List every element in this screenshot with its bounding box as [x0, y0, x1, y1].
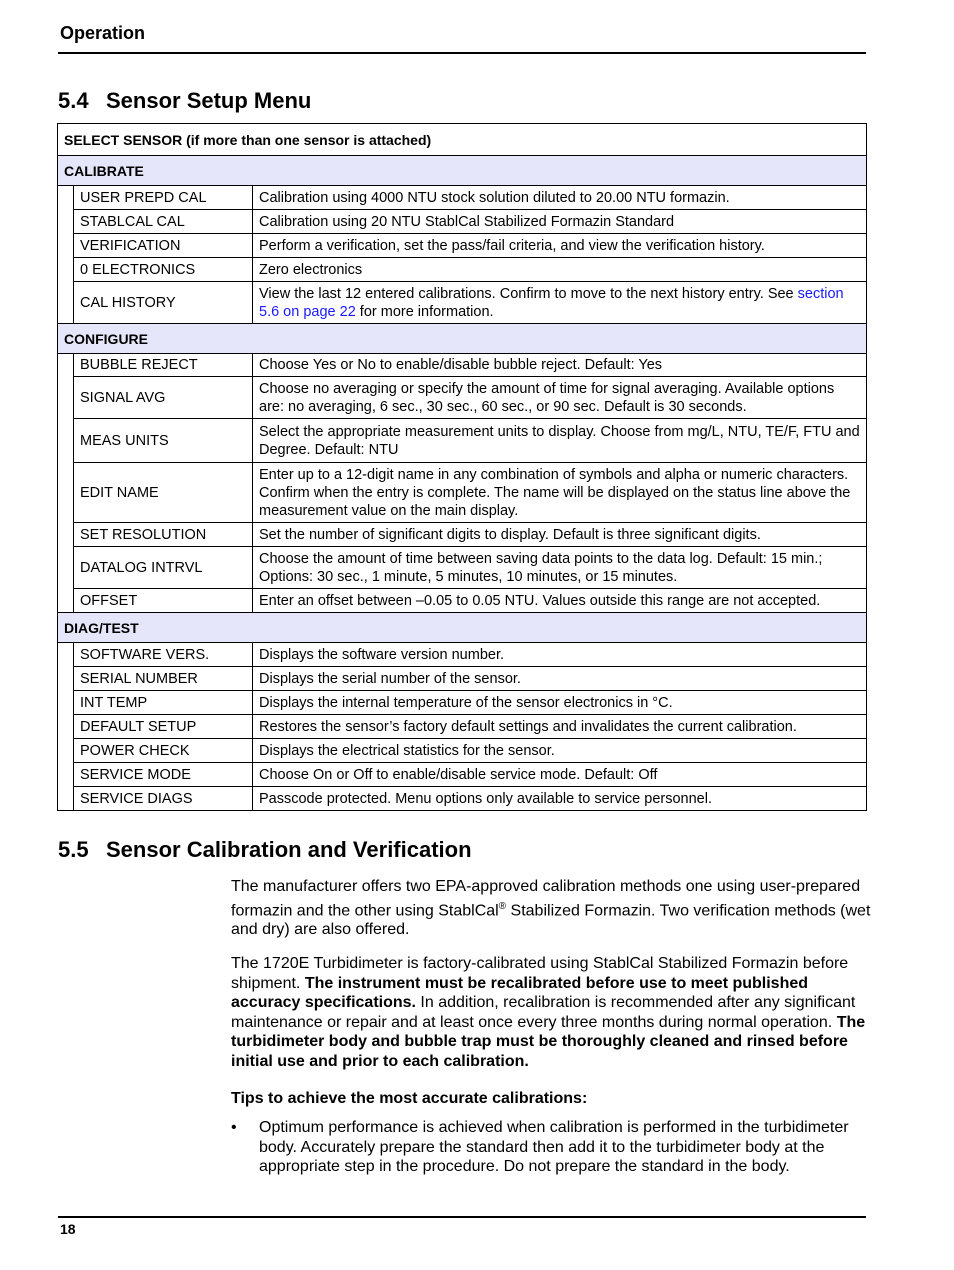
- indent-cell: [58, 419, 74, 463]
- header-rule: [58, 52, 866, 54]
- menu-item-description: Calibration using 4000 NTU stock solution diluted to 20.00 NTU formazin.: [253, 186, 867, 210]
- menu-item-description: Zero electronics: [253, 258, 867, 282]
- menu-item-description: Displays the software version number.: [253, 643, 867, 667]
- section-title: Sensor Calibration and Verification: [106, 837, 472, 862]
- intro-text: The manufacturer offers two EPA-approved calibration methods one using user-prepared formazin and the other using StablCal: [231, 878, 861, 919]
- section-heading-5-4: [58, 88, 311, 114]
- menu-item-description: Choose Yes or No to enable/disable bubble reject. Default: Yes: [253, 354, 867, 377]
- menu-item-name: SET RESOLUTION: [74, 523, 253, 547]
- intro-paragraph: [231, 877, 871, 940]
- indent-cell: [58, 354, 74, 377]
- indent-cell: [58, 258, 74, 282]
- select-sensor-cell: SELECT SENSOR (if more than one sensor is attached): [58, 124, 867, 156]
- tips-heading: Tips to achieve the most accurate calibrations:: [231, 1090, 588, 1107]
- section-number: 5.4: [58, 88, 89, 113]
- menu-row: [58, 691, 867, 715]
- group-label: CALIBRATE: [58, 156, 867, 186]
- indent-cell: [58, 643, 74, 667]
- menu-item-name: SERIAL NUMBER: [74, 667, 253, 691]
- menu-item-name: CAL HISTORY: [74, 282, 253, 324]
- menu-item-name: SOFTWARE VERS.: [74, 643, 253, 667]
- menu-row: [58, 589, 867, 613]
- factory-text: The 1720E Turbidimeter is factory-calibrated using StablCal Stabilized Formazin before shipment.: [231, 955, 849, 992]
- menu-item-description: Choose On or Off to enable/disable service mode. Default: Off: [253, 763, 867, 787]
- menu-item-name: EDIT NAME: [74, 463, 253, 523]
- group-row: [58, 613, 867, 643]
- menu-row: [58, 377, 867, 419]
- menu-row: [58, 739, 867, 763]
- description-text: View the last 12 entered calibrations. Confirm to move to the next history entry. See: [259, 285, 798, 302]
- menu-item-name: SERVICE DIAGS: [74, 787, 253, 811]
- menu-item-description: Displays the internal temperature of the sensor electronics in °C.: [253, 691, 867, 715]
- menu-item-description: Calibration using 20 NTU StablCal Stabilized Formazin Standard: [253, 210, 867, 234]
- indent-cell: [58, 547, 74, 589]
- menu-item-description: Enter an offset between –0.05 to 0.05 NTU. Values outside this range are not accepted.: [253, 589, 867, 613]
- section-title: Sensor Setup Menu: [106, 88, 312, 113]
- menu-item-name: VERIFICATION: [74, 234, 253, 258]
- menu-item-name: MEAS UNITS: [74, 419, 253, 463]
- menu-row: [58, 234, 867, 258]
- menu-item-description: Select the appropriate measurement units to display. Choose from mg/L, NTU, TE/F, FTU and Degree. Default: NTU: [253, 419, 867, 463]
- menu-item-name: DEFAULT SETUP: [74, 715, 253, 739]
- menu-row: [58, 715, 867, 739]
- indent-cell: [58, 463, 74, 523]
- indent-cell: [58, 210, 74, 234]
- group-label: DIAG/TEST: [58, 613, 867, 643]
- menu-row: [58, 667, 867, 691]
- indent-cell: [58, 234, 74, 258]
- menu-item-name: DATALOG INTRVL: [74, 547, 253, 589]
- registered-mark: ®: [498, 900, 507, 912]
- indent-cell: [58, 763, 74, 787]
- menu-row: [58, 354, 867, 377]
- indent-cell: [58, 186, 74, 210]
- section-number: 5.5: [58, 837, 89, 862]
- indent-cell: [58, 523, 74, 547]
- menu-row: [58, 763, 867, 787]
- indent-cell: [58, 787, 74, 811]
- menu-row: [58, 523, 867, 547]
- menu-row: [58, 787, 867, 811]
- menu-item-description: Enter up to a 12-digit name in any combination of symbols and alpha or numeric characters. Confirm when the entry is complete. The name will be displayed on the status line above the measurement value on the main display.: [253, 463, 867, 523]
- menu-row: [58, 547, 867, 589]
- menu-item-description: Passcode protected. Menu options only available to service personnel.: [253, 787, 867, 811]
- bullet-symbol: •: [231, 1119, 237, 1136]
- indent-cell: [58, 667, 74, 691]
- menu-item-description: [253, 282, 867, 324]
- section-heading-5-5: [58, 837, 472, 863]
- recalibration-warning: The instrument must be recalibrated before use to meet published accuracy specifications.: [231, 974, 809, 1011]
- menu-item-name: INT TEMP: [74, 691, 253, 715]
- menu-row: [58, 210, 867, 234]
- indent-cell: [58, 377, 74, 419]
- menu-item-name: POWER CHECK: [74, 739, 253, 763]
- menu-item-description: Displays the serial number of the sensor.: [253, 667, 867, 691]
- bullet-item: [231, 1118, 871, 1177]
- select-sensor-row: [58, 124, 867, 156]
- menu-item-name: USER PREPD CAL: [74, 186, 253, 210]
- menu-row: [58, 643, 867, 667]
- menu-item-name: SIGNAL AVG: [74, 377, 253, 419]
- menu-item-description: Restores the sensor’s factory default settings and invalidates the current calibration.: [253, 715, 867, 739]
- menu-item-name: 0 ELECTRONICS: [74, 258, 253, 282]
- indent-cell: [58, 739, 74, 763]
- bullet-text: Optimum performance is achieved when calibration is performed in the turbidimeter body. Accurately prepare the standard then add it to the turbidimeter body at the appropriate step in the procedure. Do not prepare the standard in the body.: [259, 1119, 849, 1175]
- menu-item-description: Choose the amount of time between saving data points to the data log. Default: 15 min.; Options: 30 sec., 1 minute, 5 minutes, 10 minutes, or 15 minutes.: [253, 547, 867, 589]
- cleaning-warning: The turbidimeter body and bubble trap must be thoroughly cleaned and rinsed before initial use and prior to each calibration.: [231, 1013, 866, 1070]
- group-row: [58, 156, 867, 186]
- menu-row: [58, 463, 867, 523]
- sensor-setup-menu-table: [57, 123, 867, 811]
- group-row: [58, 324, 867, 354]
- section-cross-reference-link[interactable]: section 5.6 on page 22: [259, 285, 844, 320]
- menu-item-name: BUBBLE REJECT: [74, 354, 253, 377]
- recalibration-text: In addition, recalibration is recommended after any significant maintenance or repair and at least once every three months during normal operation.: [231, 994, 856, 1031]
- footer-rule: [58, 1216, 866, 1218]
- menu-row: [58, 186, 867, 210]
- menu-item-description: Perform a verification, set the pass/fail criteria, and view the verification history.: [253, 234, 867, 258]
- description-text-cont: for more information.: [355, 303, 494, 320]
- menu-item-description: Set the number of significant digits to display. Default is three significant digits.: [253, 523, 867, 547]
- intro-text-cont: Stabilized Formazin. Two verification methods (wet and dry) are also offered.: [231, 901, 871, 939]
- menu-item-description: Choose no averaging or specify the amount of time for signal averaging. Available options are: no averaging, 6 sec., 30 sec., 60 sec., or 90 sec. Default is 30 seconds.: [253, 377, 867, 419]
- page-number: 18: [60, 1221, 76, 1237]
- factory-calibration-paragraph: [231, 954, 871, 1071]
- menu-row: [58, 282, 867, 324]
- indent-cell: [58, 282, 74, 324]
- indent-cell: [58, 691, 74, 715]
- indent-cell: [58, 589, 74, 613]
- menu-item-name: STABLCAL CAL: [74, 210, 253, 234]
- indent-cell: [58, 715, 74, 739]
- group-label: CONFIGURE: [58, 324, 867, 354]
- menu-item-name: OFFSET: [74, 589, 253, 613]
- menu-item-name: SERVICE MODE: [74, 763, 253, 787]
- running-header: Operation: [60, 23, 146, 43]
- menu-item-description: Displays the electrical statistics for the sensor.: [253, 739, 867, 763]
- menu-row: [58, 258, 867, 282]
- menu-table-body: [58, 124, 867, 811]
- menu-row: [58, 419, 867, 463]
